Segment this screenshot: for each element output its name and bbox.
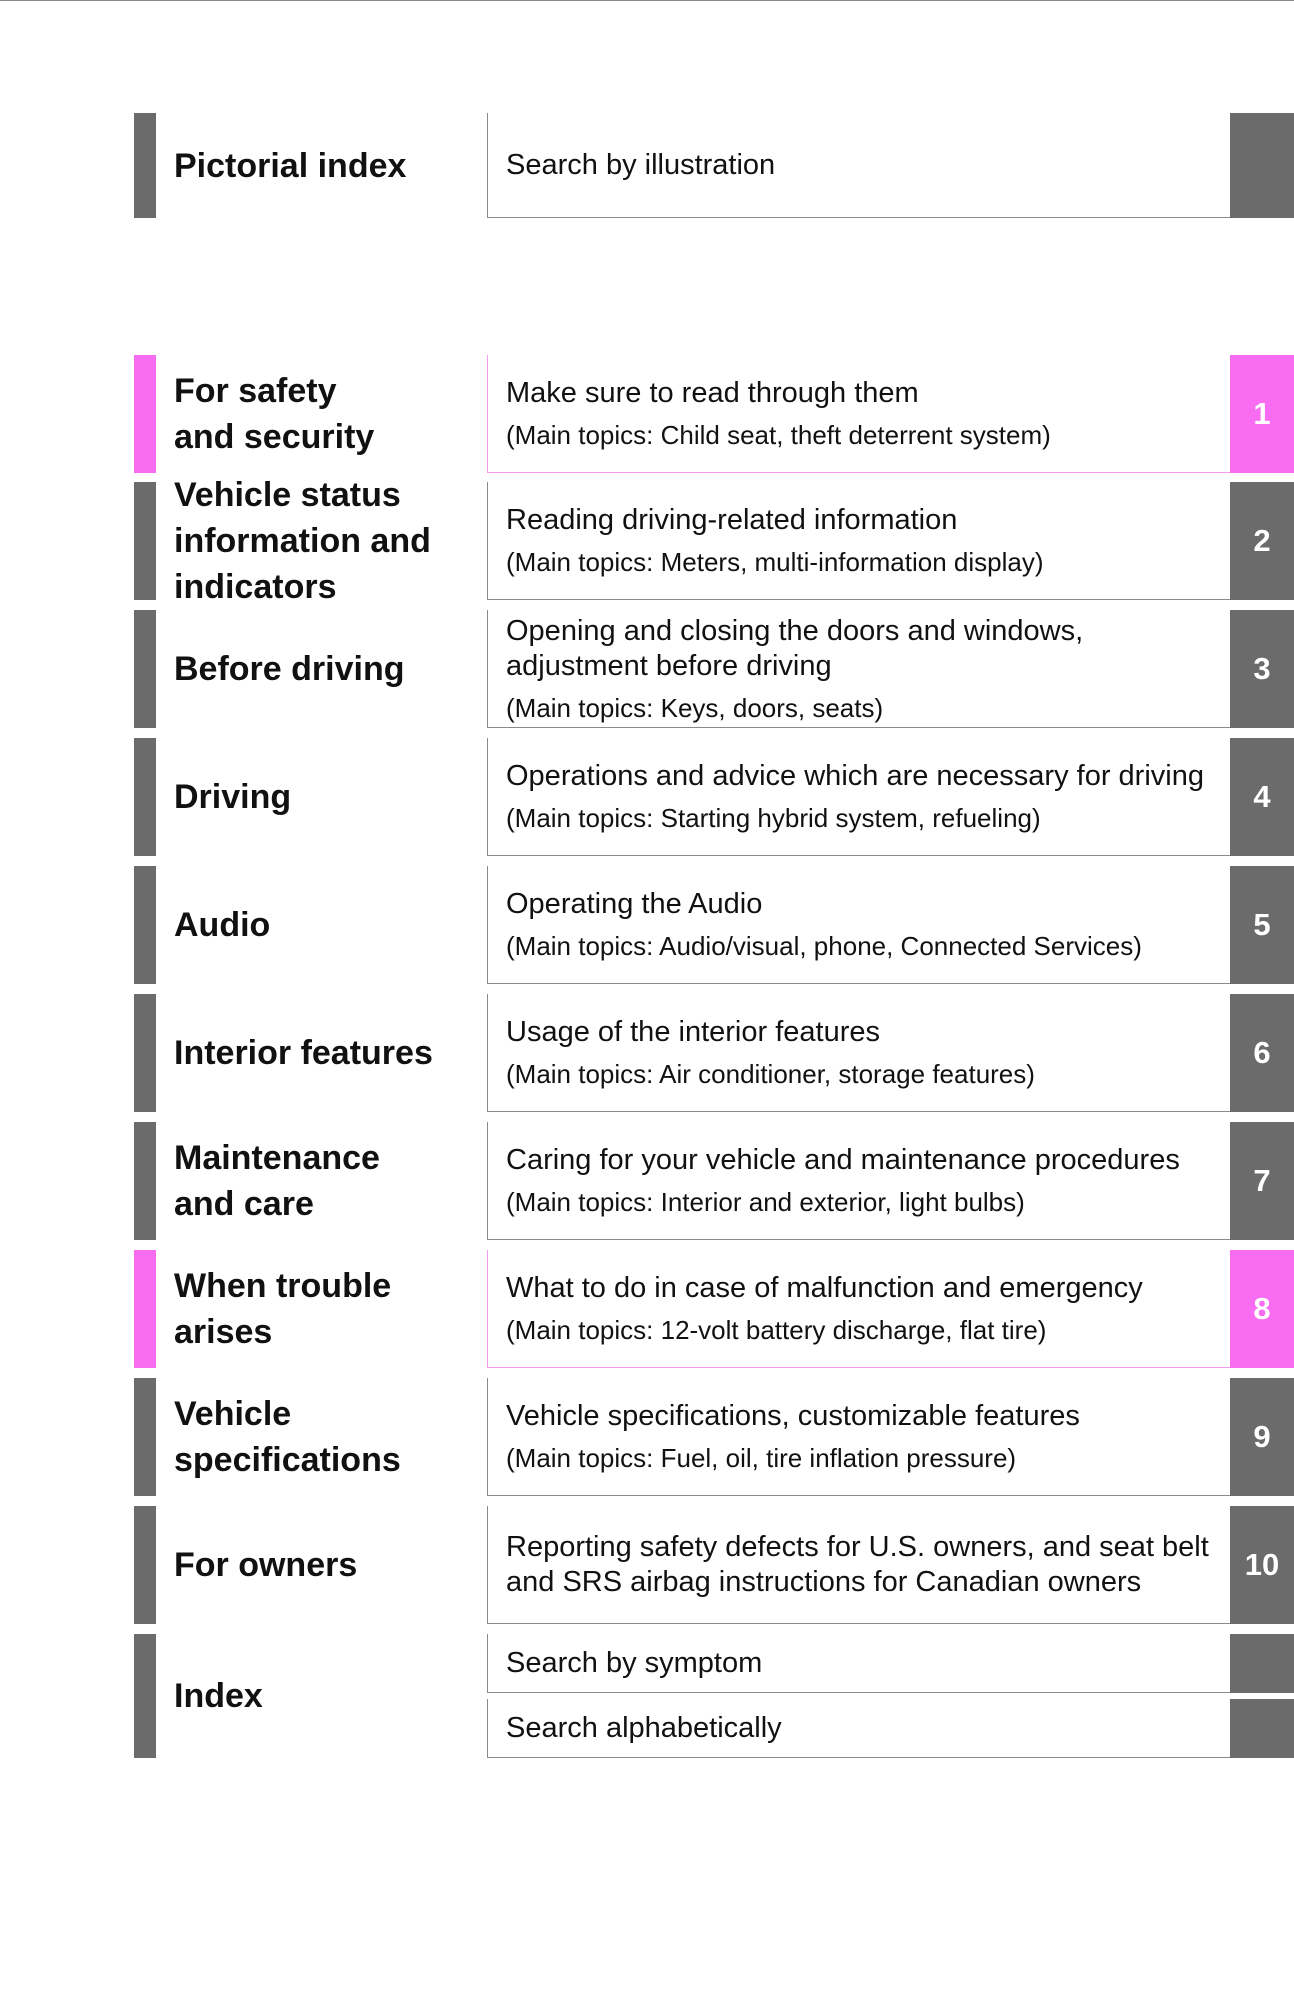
- description-topics: (Main topics: Audio/visual, phone, Connected Services): [506, 931, 1142, 961]
- chapter-row-8[interactable]: [0, 1250, 1294, 1368]
- chapter-row-7[interactable]: [0, 1122, 1294, 1240]
- description-main: Reporting safety defects for U.S. owners, and seat belt and SRS airbag instructions for Canadian owners: [506, 1530, 1209, 1598]
- sidebar-marker: [134, 1378, 156, 1496]
- description-topics: (Main topics: Fuel, oil, tire inflation pressure): [506, 1443, 1017, 1473]
- description-main: Reading driving-related information: [506, 504, 958, 536]
- chapter-tab[interactable]: 6: [1230, 994, 1294, 1112]
- description-topics: (Main topics: Interior and exterior, light bulbs): [506, 1187, 1025, 1217]
- chapter-row-10[interactable]: [0, 1506, 1294, 1624]
- sidebar-marker: [134, 1250, 156, 1368]
- chapter-tab[interactable]: 1: [1230, 355, 1294, 473]
- description-box: [487, 1378, 1230, 1496]
- description-box: [487, 113, 1230, 218]
- description-box: [487, 1506, 1230, 1624]
- chapter-row-4[interactable]: [0, 738, 1294, 856]
- chapter-tab[interactable]: 9: [1230, 1378, 1294, 1496]
- description-topics: (Main topics: Keys, doors, seats): [506, 692, 884, 723]
- section-title: Before driving: [174, 650, 405, 688]
- sidebar-marker: [134, 866, 156, 984]
- sidebar-marker: [134, 113, 156, 218]
- index-item-alphabetical[interactable]: [487, 1699, 1230, 1758]
- section-title: Vehicle specifications: [174, 1395, 401, 1479]
- section-title: Interior features: [174, 1034, 433, 1072]
- section-title: Driving: [174, 778, 292, 816]
- sidebar-marker: [134, 1122, 156, 1240]
- description-main: Caring for your vehicle and maintenance procedures: [506, 1144, 1180, 1176]
- description-topics: (Main topics: 12-volt battery discharge, flat tire): [506, 1315, 1047, 1345]
- chapter-tab[interactable]: 7: [1230, 1122, 1294, 1240]
- section-title: Vehicle status information and indicators: [174, 476, 431, 606]
- chapter-tab[interactable]: 4: [1230, 738, 1294, 856]
- description-box: [487, 994, 1230, 1112]
- section-title: Audio: [174, 906, 271, 944]
- sidebar-marker: [134, 1506, 156, 1624]
- description-box: [487, 355, 1230, 473]
- chapter-tab[interactable]: 10: [1230, 1506, 1294, 1624]
- chapter-row-5[interactable]: [0, 866, 1294, 984]
- section-title: Pictorial index: [174, 146, 407, 185]
- description-box: [487, 866, 1230, 984]
- description-main: Search alphabetically: [506, 1711, 782, 1744]
- chapter-row-3[interactable]: [0, 610, 1294, 728]
- description-main: What to do in case of malfunction and emergency: [506, 1272, 1143, 1304]
- sidebar-marker: [134, 482, 156, 600]
- chapter-tab[interactable]: 3: [1230, 610, 1294, 728]
- top-rule: [0, 0, 1294, 1]
- index-row: [0, 1634, 1294, 1758]
- pictorial-index-row[interactable]: [0, 113, 1294, 218]
- description-main: Opening and closing the doors and windows, adjustment before driving: [506, 614, 1084, 682]
- sidebar-marker: [134, 1634, 156, 1758]
- section-title: For owners: [174, 1546, 358, 1584]
- description-box: [487, 482, 1230, 600]
- sidebar-marker: [134, 610, 156, 728]
- section-title: Index: [174, 1677, 263, 1715]
- description-main: Operations and advice which are necessary for driving: [506, 760, 1204, 792]
- index-item-symptom[interactable]: [487, 1634, 1230, 1693]
- description-topics: (Main topics: Starting hybrid system, refueling): [506, 803, 1041, 833]
- chapter-row-2[interactable]: [0, 476, 1294, 606]
- description-main: Usage of the interior features: [506, 1016, 880, 1048]
- chapter-tab[interactable]: 5: [1230, 866, 1294, 984]
- sidebar-marker: [134, 994, 156, 1112]
- chapter-tab[interactable]: [1230, 1634, 1294, 1693]
- description-box: [487, 1122, 1230, 1240]
- chapter-row-1[interactable]: [0, 355, 1294, 473]
- description-box: [487, 738, 1230, 856]
- description-main: Operating the Audio: [506, 888, 763, 920]
- chapter-tab[interactable]: 8: [1230, 1250, 1294, 1368]
- chapter-tab[interactable]: [1230, 1699, 1294, 1758]
- description-box: [487, 1250, 1230, 1368]
- chapter-row-6[interactable]: [0, 994, 1294, 1112]
- sidebar-marker: [134, 738, 156, 856]
- section-title: When trouble arises: [174, 1267, 392, 1351]
- description-topics: (Main topics: Air conditioner, storage features): [506, 1059, 1035, 1089]
- sidebar-marker: [134, 355, 156, 473]
- chapter-tab[interactable]: [1230, 113, 1294, 218]
- chapter-row-9[interactable]: [0, 1378, 1294, 1496]
- description-topics: (Main topics: Child seat, theft deterrent system): [506, 420, 1051, 450]
- description-box: [487, 610, 1230, 728]
- description-main: Search by illustration: [506, 148, 776, 181]
- description-main: Make sure to read through them: [506, 377, 919, 409]
- section-title: For safety and security: [174, 372, 375, 456]
- chapter-tab[interactable]: 2: [1230, 482, 1294, 600]
- description-topics: (Main topics: Meters, multi-information display): [506, 547, 1044, 577]
- description-main: Vehicle specifications, customizable features: [506, 1400, 1080, 1432]
- section-title: Maintenance and care: [174, 1139, 380, 1223]
- description-main: Search by symptom: [506, 1646, 763, 1679]
